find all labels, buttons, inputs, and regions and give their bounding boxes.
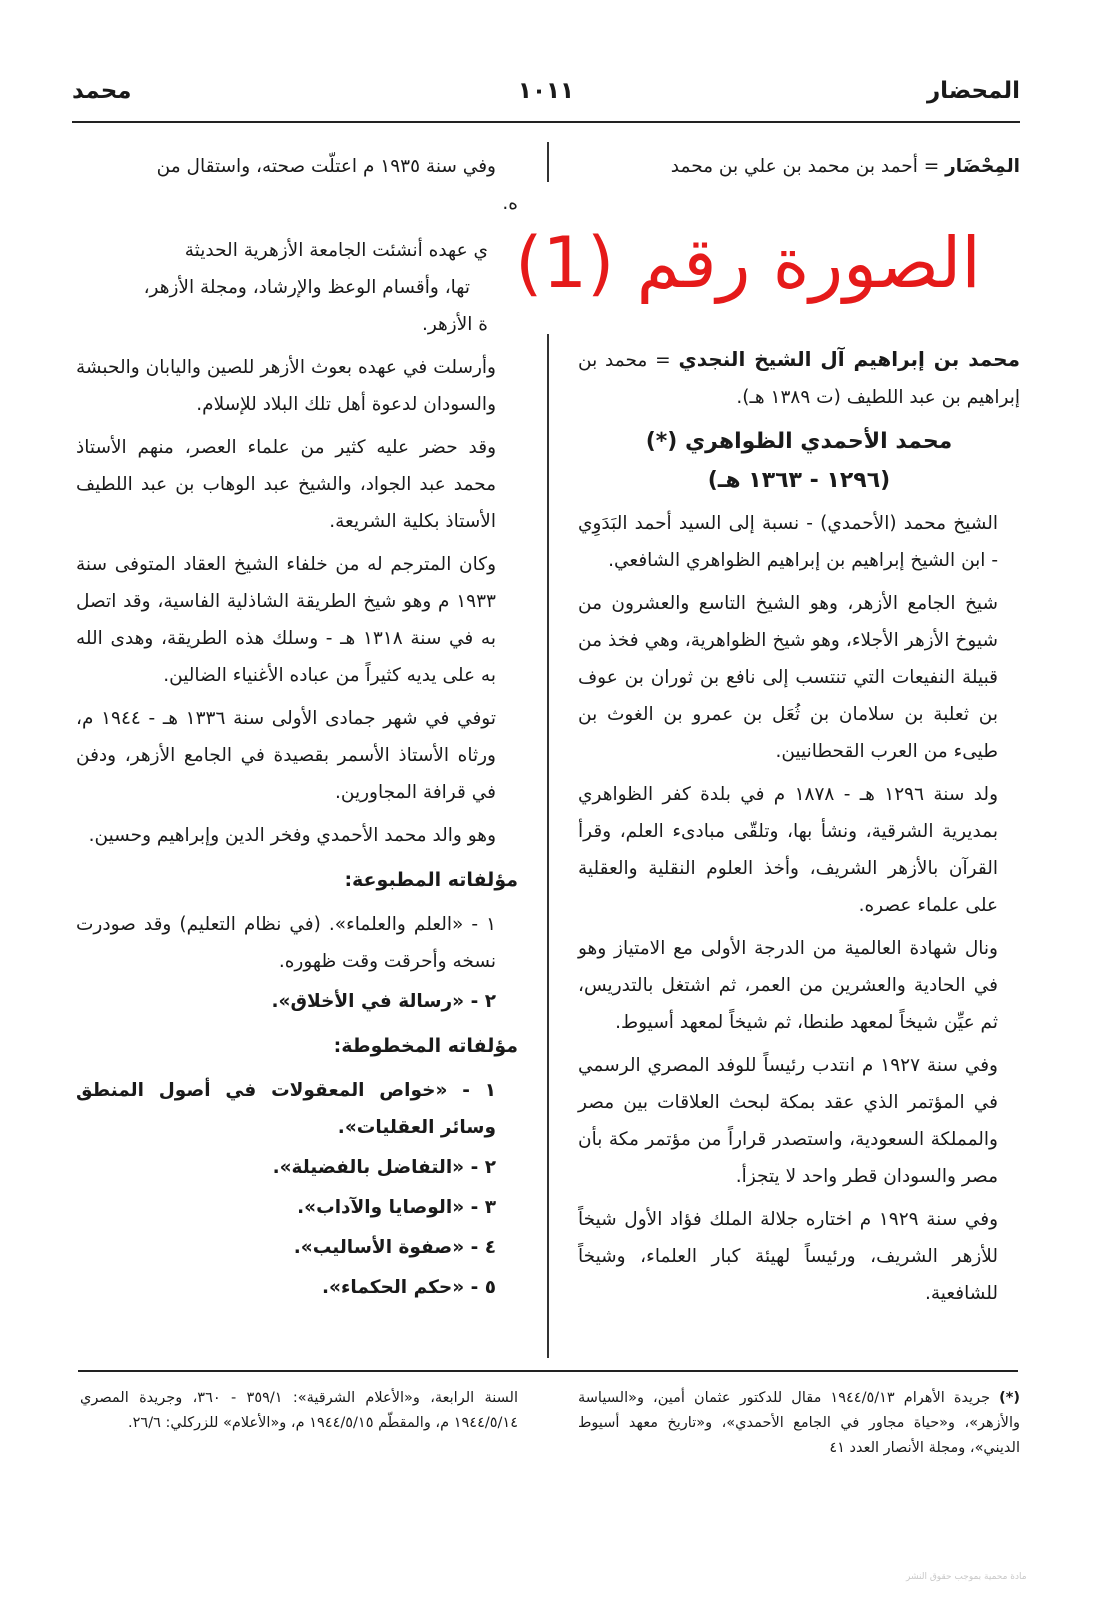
printed-works-list: [76, 906, 518, 1020]
paragraph: وأرسلت في عهده بعوث الأزهر للصين واليابان والحبشة والسودان لدعوة أهل تلك البلاد للإسلام.: [76, 357, 496, 415]
paragraph-fragment: ة الأزهر.: [421, 314, 488, 335]
paragraph: الشيخ محمد (الأحمدي) - نسبة إلى السيد أحمد البَدَوِي - ابن الشيخ إبراهيم بن إبراهيم الظواهري الشافعي.: [578, 513, 998, 571]
footnote-rule: [78, 1370, 1018, 1372]
intro-term: المِحْضَار: [945, 156, 1020, 177]
column-divider-top: [547, 142, 549, 182]
paragraph: شيخ الجامع الأزهر، وهو الشيخ التاسع والعشرون من شيوخ الأزهر الأجلاء، وهو شيخ الظواهرية، وهي فخذ من قبيلة النفيعات التي تنتسب إلى نافع بن ثوران بن عوف بن ثعلبة بن سلامان بن ثُعَل بن عمرو بن الغوث بن طيىء من العرب القحطانيين.: [578, 593, 998, 762]
footnote-marker: (*): [999, 1390, 1020, 1406]
list-item: ١ - «العلم والعلماء». (في نظام التعليم) وقد صودرت نسخه وأحرقت وقت ظهوره.: [76, 914, 496, 972]
page-header: [72, 78, 1020, 114]
paragraph: وهو والد محمد الأحمدي وفخر الدين وإبراهيم وحسين.: [88, 825, 496, 846]
manuscript-works-heading: مؤلفاته المخطوطة:: [333, 1035, 518, 1057]
header-title-right: المحضار: [926, 78, 1020, 104]
footnote-right: [578, 1386, 1020, 1461]
paragraph: ولد سنة ١٢٩٦ هـ - ١٨٧٨ م في بلدة كفر الظواهري بمديرية الشرقية، ونشأ بها، وتلقّى مبادىء العلم، وقرأ القرآن بالأزهر الشريف، وأخذ العلوم النقلية والعقلية على علماء عصره.: [578, 784, 998, 916]
list-item: ٢ - «رسالة في الأخلاق».: [271, 991, 496, 1012]
list-item: ٢ - «التفاضل بالفضيلة».: [272, 1157, 496, 1178]
page-number: ١٠١١: [517, 78, 575, 104]
copyright-watermark: مادة محمية بموجب حقوق النشر: [906, 1572, 1027, 1582]
left-column: [76, 148, 518, 1309]
paragraph-fragment: ه.: [502, 193, 518, 214]
paragraph-fragment: وفي سنة ١٩٣٥ م اعتلّت صحته، واستقال من: [156, 156, 496, 177]
header-title-left: محمد: [72, 78, 132, 104]
entry1-name: محمد بن إبراهيم آل الشيخ النجدي: [678, 347, 1020, 371]
paragraph-fragment: تها، وأقسام الوعظ والإرشاد، ومجلة الأزهر،: [143, 277, 470, 298]
list-item: ٣ - «الوصايا والآداب».: [297, 1197, 496, 1218]
intro-entry: [578, 148, 1020, 185]
paragraph: وفي سنة ١٩٢٧ م انتدب رئيساً للوفد المصري الرسمي في المؤتمر الذي عقد بمكة لبحث العلاقات بين مصر والمملكة السعودية، واستصدر قراراً من مؤتمر مكة بأن مصر والسودان قطر واحد لا يتجزأ.: [578, 1055, 998, 1187]
header-rule: [72, 121, 1020, 123]
list-item: ١ - «خواص المعقولات في أصول المنطق وسائر العقليات».: [76, 1080, 496, 1138]
footnote-text: جريدة الأهرام ١٩٤٤/٥/١٣ مقال للدكتور عثمان أمين، و«السياسة والأزهر»، و«حياة مجاور في الجامع الأحمدي»، و«تاريخ معهد أسيوط الديني»، ومجلة الأنصار العدد ٤١: [578, 1390, 1020, 1456]
entry-cross-reference: [578, 341, 1020, 416]
column-divider: [547, 334, 549, 1358]
printed-works-heading: مؤلفاته المطبوعة:: [344, 869, 518, 891]
paragraph: وقد حضر عليه كثير من علماء العصر، منهم الأستاذ محمد عبد الجواد، والشيخ عبد الوهاب بن عبد اللطيف الأستاذ بكلية الشريعة.: [76, 437, 496, 532]
paragraph: وفي سنة ١٩٢٩ م اختاره جلالة الملك فؤاد الأول شيخاً للأزهر الشريف، ورئيساً لهيئة كبار العلماء، وشيخاً للشافعية.: [578, 1209, 999, 1304]
image-annotation-label: الصورة رقم (1): [515, 222, 981, 304]
paragraph: ونال شهادة العالمية من الدرجة الأولى مع الامتياز وهو في الحادية والعشرين من العمر، ثم اشتغل بالتدريس، ثم عيِّن شيخاً لمعهد طنطا، ثم شيخاً لمعهد أسيوط.: [578, 938, 998, 1033]
intro-rest: = أحمد بن محمد بن علي بن محمد: [670, 156, 940, 177]
manuscript-works-list: [76, 1072, 518, 1306]
paragraph-fragment: ي عهده أنشئت الجامعة الأزهرية الحديثة: [184, 240, 488, 261]
entry1-rest: = محمد بن إبراهيم بن عبد اللطيف (ت ١٣٨٩ هـ).: [578, 350, 1020, 408]
paragraph: توفي في شهر جمادى الأولى سنة ١٣٣٦ هـ - ١٩٤٤ م، ورثاه الأستاذ الأسمر بقصيدة في الجامع الأزهر، ودفن في قرافة المجاورين.: [76, 708, 497, 803]
footnote-left: السنة الرابعة، و«الأعلام الشرقية»: ٣٥٩/١ - ٣٦٠، وجريدة المصري ١٩٤٤/٥/١٤ م، والمقطّم ١٩٤٤/٥/١٥ م، و«الأعلام» للزركلي: ٢٦/٦.: [80, 1390, 518, 1431]
entry-title: محمد الأحمدي الظواهري (*): [645, 429, 953, 454]
entry-dates: (١٢٩٦ - ١٣٦٣ هـ): [707, 468, 891, 493]
right-column: [578, 148, 1020, 1318]
list-item: ٥ - «حكم الحكماء».: [321, 1277, 496, 1298]
list-item: ٤ - «صفوة الأساليب».: [293, 1237, 496, 1258]
paragraph: وكان المترجم له من خلفاء الشيخ العقاد المتوفى سنة ١٩٣٣ م وهو شيخ الطريقة الشاذلية الفاسية، وقد اتصل به في سنة ١٣١٨ هـ - وسلك هذه الطريقة، وهدى الله به على يديه كثيراً من عباده الأغنياء الضالين.: [76, 554, 496, 686]
